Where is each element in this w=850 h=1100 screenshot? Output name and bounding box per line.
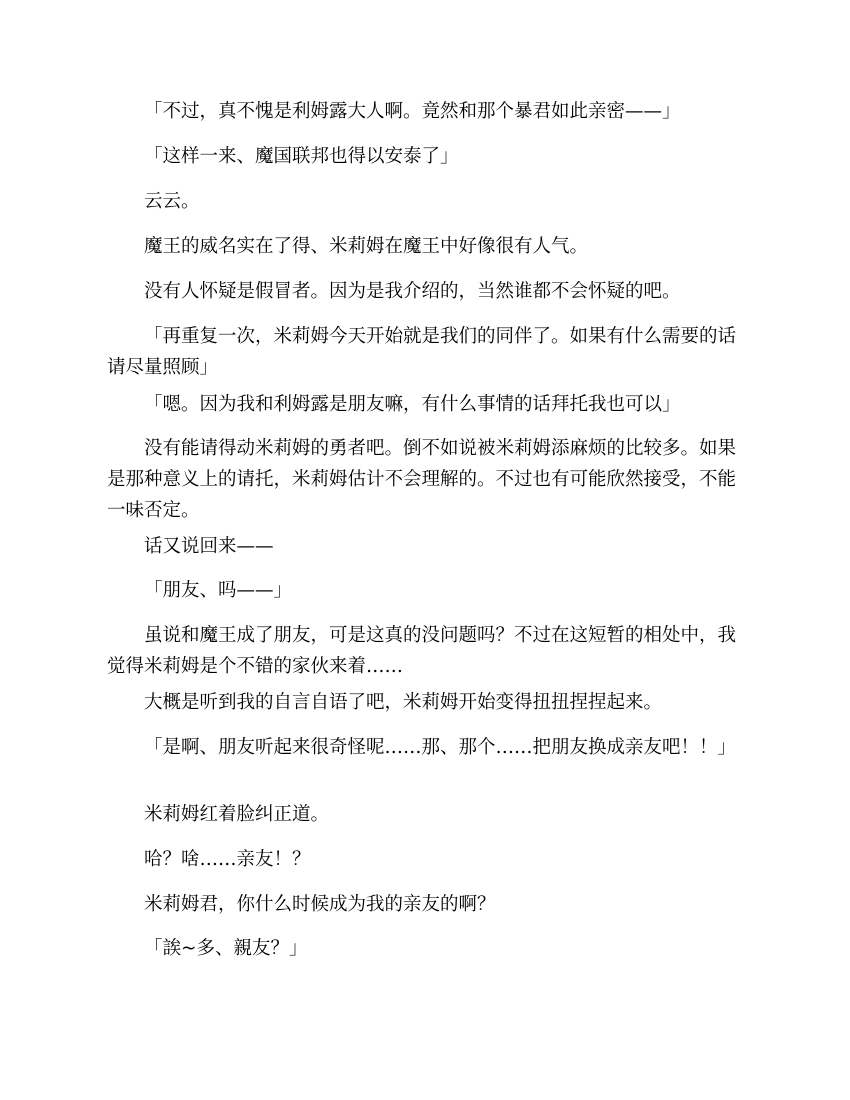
paragraph: 「誒~多、親友？」: [144, 938, 308, 959]
paragraph: 「再重复一次，米莉姆今天开始就是我们的同伴了。如果有什么需要的话请尽量照顾」: [107, 326, 737, 378]
paragraph: 「嗯。因为我和利姆露是朋友嘛，有什么事情的话拜托我也可以」: [144, 394, 681, 415]
paragraph: 没有能请得动米莉姆的勇者吧。倒不如说被米莉姆添麻烦的比较多。如果是那种意义上的请托，米莉姆估计不会理解的。不过也有可能欣然接受，不能一味否定。: [107, 438, 737, 521]
paragraph: 大概是听到我的自言自语了吧，米莉姆开始变得扭扭捏捏起来。: [144, 692, 663, 713]
paragraph: 「不过，真不愧是利姆露大人啊。竟然和那个暴君如此亲密——」: [144, 101, 681, 122]
paragraph: 「这样一来、魔国联邦也得以安泰了」: [144, 146, 459, 167]
paragraph: 话又说回来——: [144, 536, 274, 557]
paragraph: 哈？啥……亲友！？: [144, 849, 311, 870]
paragraph: 云云。: [144, 191, 200, 212]
paragraph: 魔王的威名实在了得、米莉姆在魔王中好像很有人气。: [144, 236, 589, 257]
paragraph: 没有人怀疑是假冒者。因为是我介绍的，当然谁都不会怀疑的吧。: [144, 281, 681, 302]
paragraph: 米莉姆君，你什么时候成为我的亲友的啊？: [144, 894, 496, 915]
paragraph: 「是啊、朋友听起来很奇怪呢……那、那个……把朋友换成亲友吧！！」: [144, 737, 737, 758]
paragraph: 虽说和魔王成了朋友，可是这真的没问题吗？不过在这短暂的相处中，我觉得米莉姆是个不错的家伙来着……: [107, 625, 737, 677]
paragraph: 「朋友、吗——」: [144, 580, 293, 601]
paragraph: 米莉姆红着脸纠正道。: [144, 804, 330, 825]
